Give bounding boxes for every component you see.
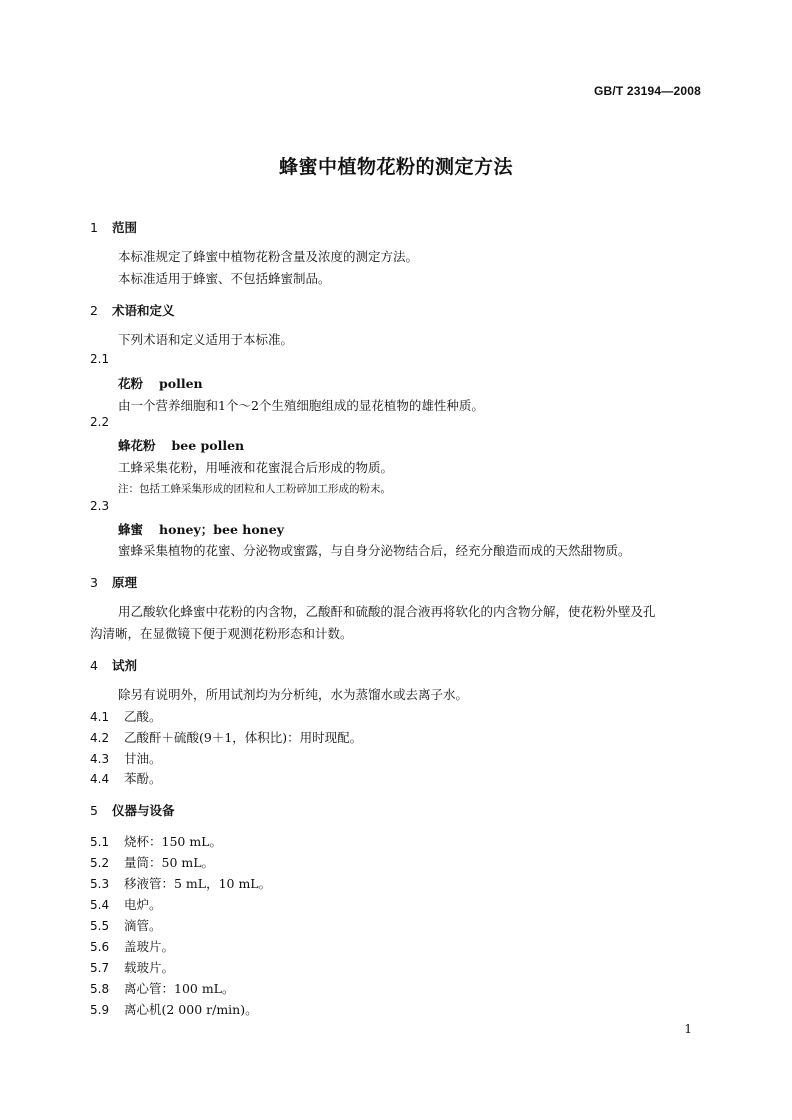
section-title: 原理 bbox=[112, 575, 138, 590]
term-definition: 蜜蜂采集植物的花蜜、分泌物或蜜露，与自身分泌物结合后，经充分酿造而成的天然甜物质。 bbox=[118, 543, 631, 558]
section-5-heading bbox=[90, 801, 175, 819]
section-title: 仪器与设备 bbox=[112, 803, 175, 818]
item-text: 电炉。 bbox=[124, 897, 162, 912]
section-1-heading bbox=[90, 218, 137, 236]
subsection-number: 2.1 bbox=[90, 352, 110, 366]
list-item bbox=[90, 979, 235, 997]
paragraph: 下列术语和定义适用于本标准。 bbox=[118, 332, 294, 347]
paragraph: 本标准适用于蜂蜜、不包括蜂蜜制品。 bbox=[118, 271, 331, 286]
note: 注：包括工蜂采集形成的团粒和人工粉碎加工形成的粉末。 bbox=[118, 483, 391, 495]
section-number: 5 bbox=[90, 803, 98, 818]
item-number: 4.4 bbox=[90, 772, 110, 786]
term-en: honey；bee honey bbox=[159, 522, 284, 537]
section-3-heading bbox=[90, 573, 137, 591]
item-text: 盖玻片。 bbox=[124, 939, 175, 954]
list-item bbox=[90, 916, 162, 934]
list-item bbox=[90, 853, 214, 871]
list-item bbox=[90, 769, 162, 787]
subsection-number: 2.2 bbox=[90, 415, 110, 429]
term-heading bbox=[118, 374, 203, 392]
document-title: 蜂蜜中植物花粉的测定方法 bbox=[278, 156, 513, 178]
section-2-heading bbox=[90, 301, 175, 319]
item-number: 5.4 bbox=[90, 898, 110, 912]
section-title: 试剂 bbox=[112, 658, 138, 673]
term-definition: 工蜂采集花粉，用唾液和花蜜混合后形成的物质。 bbox=[118, 460, 394, 475]
item-text: 甘油。 bbox=[124, 751, 162, 766]
section-number: 2 bbox=[90, 303, 98, 318]
paragraph: 沟清晰，在显微镜下便于观测花粉形态和计数。 bbox=[90, 626, 353, 641]
item-number: 5.7 bbox=[90, 961, 110, 975]
section-title: 范围 bbox=[112, 220, 138, 235]
paragraph: 除另有说明外，所用试剂均为分析纯，水为蒸馏水或去离子水。 bbox=[118, 687, 469, 702]
item-text: 离心管：100 mL。 bbox=[124, 981, 235, 996]
term-definition: 由一个营养细胞和1个～2个生殖细胞组成的显花植物的雄性种质。 bbox=[118, 398, 484, 413]
item-number: 4.3 bbox=[90, 752, 110, 766]
item-text: 苯酚。 bbox=[124, 771, 162, 786]
list-item bbox=[90, 728, 362, 746]
list-item bbox=[90, 832, 222, 850]
item-number: 4.1 bbox=[90, 710, 110, 724]
subsection-number: 2.3 bbox=[90, 499, 110, 513]
section-number: 4 bbox=[90, 658, 98, 673]
item-text: 移液管：5 mL，10 mL。 bbox=[124, 876, 272, 891]
item-number: 5.1 bbox=[90, 835, 110, 849]
section-4-heading bbox=[90, 656, 137, 674]
paragraph: 用乙酸软化蜂蜜中花粉的内含物，乙酸酐和硫酸的混合液再将软化的内含物分解，使花粉外壁及孔 bbox=[118, 604, 656, 619]
item-text: 载玻片。 bbox=[124, 960, 175, 975]
item-number: 5.6 bbox=[90, 940, 110, 954]
item-text: 量筒：50 mL。 bbox=[124, 855, 215, 870]
item-text: 乙酸酐＋硫酸(9＋1，体积比)：用时现配。 bbox=[124, 730, 363, 745]
section-number: 1 bbox=[90, 220, 98, 235]
section-title: 术语和定义 bbox=[112, 303, 175, 318]
item-text: 乙酸。 bbox=[124, 709, 162, 724]
term-en: pollen bbox=[159, 376, 203, 391]
item-number: 5.9 bbox=[90, 1003, 110, 1017]
item-number: 5.5 bbox=[90, 919, 110, 933]
item-number: 5.3 bbox=[90, 877, 110, 891]
page-number: 1 bbox=[684, 1022, 692, 1036]
item-number: 5.8 bbox=[90, 982, 110, 996]
list-item bbox=[90, 937, 174, 955]
term-zh: 花粉 bbox=[118, 376, 144, 391]
item-text: 离心机(2 000 r/min)。 bbox=[124, 1002, 258, 1017]
item-text: 烧杯：150 mL。 bbox=[124, 834, 222, 849]
item-number: 4.2 bbox=[90, 731, 110, 745]
term-heading bbox=[118, 520, 284, 538]
item-number: 5.2 bbox=[90, 856, 110, 870]
section-number: 3 bbox=[90, 575, 98, 590]
list-item bbox=[90, 1000, 258, 1018]
list-item bbox=[90, 958, 174, 976]
standard-number: GB/T 23194—2008 bbox=[593, 84, 701, 98]
item-text: 滴管。 bbox=[124, 918, 162, 933]
term-zh: 蜂花粉 bbox=[118, 438, 156, 453]
term-heading bbox=[118, 436, 244, 454]
list-item bbox=[90, 749, 162, 767]
list-item bbox=[90, 874, 271, 892]
paragraph: 本标准规定了蜂蜜中植物花粉含量及浓度的测定方法。 bbox=[118, 249, 419, 264]
term-en: bee pollen bbox=[171, 438, 245, 453]
list-item bbox=[90, 895, 162, 913]
list-item bbox=[90, 707, 162, 725]
term-zh: 蜂蜜 bbox=[118, 522, 144, 537]
